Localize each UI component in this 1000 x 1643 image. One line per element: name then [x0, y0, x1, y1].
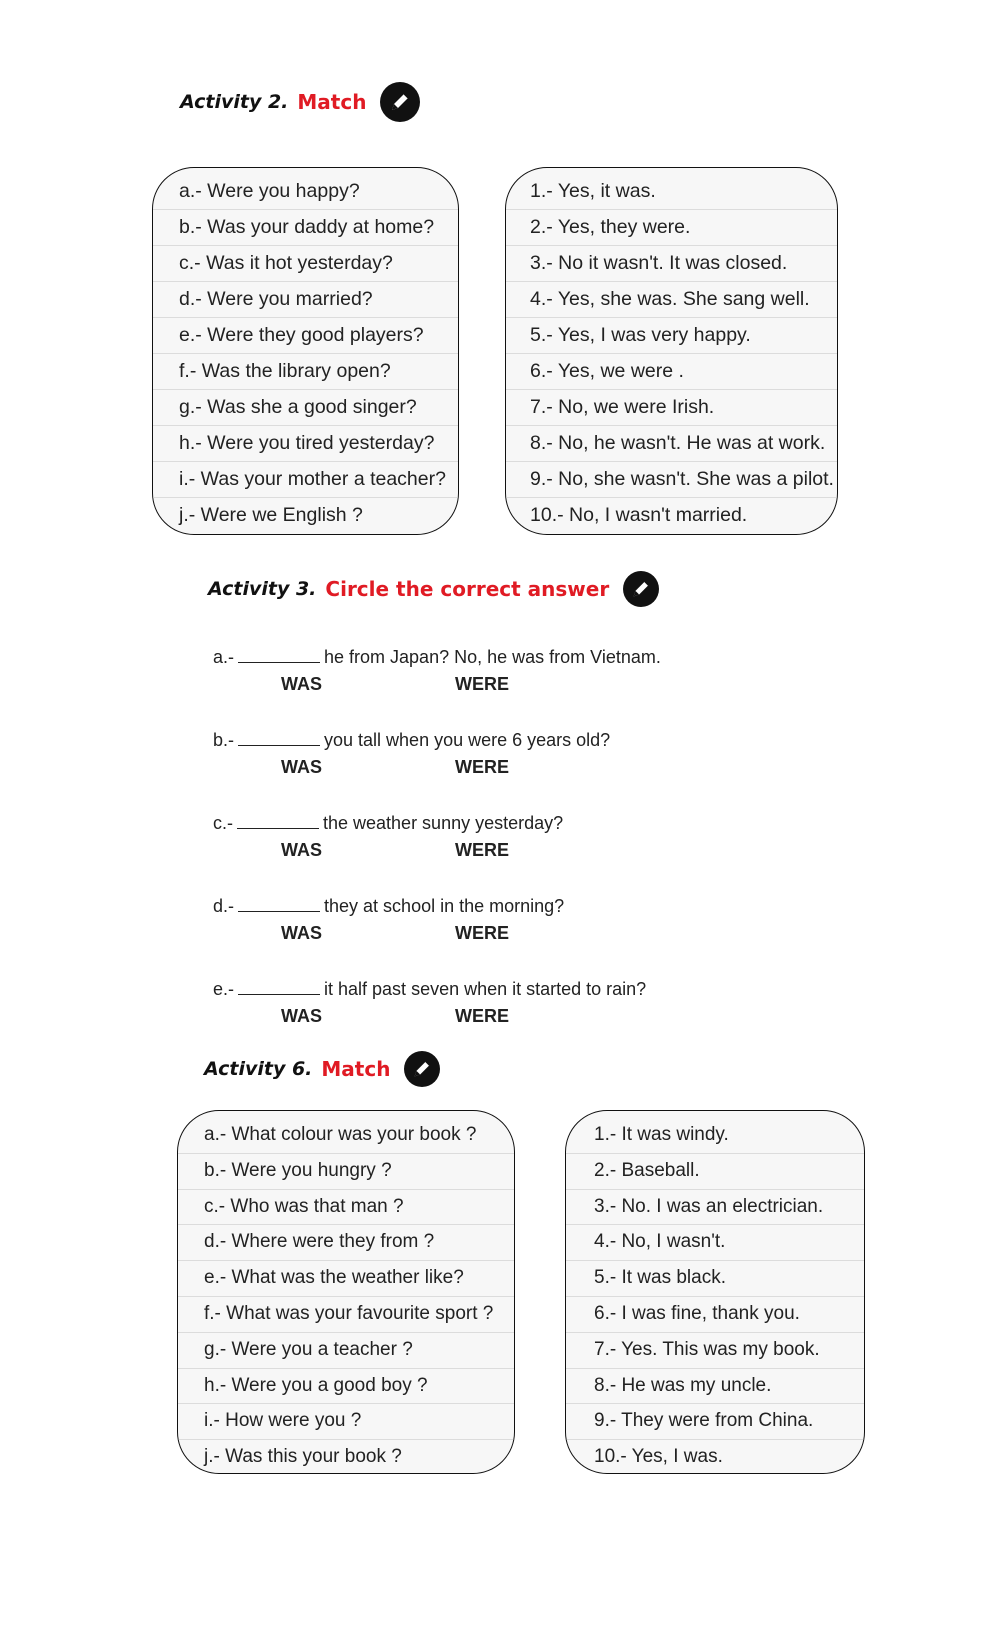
match-question-item: h.- Were you tired yesterday?: [153, 426, 458, 462]
match-question-item: f.- What was your favourite sport ?: [178, 1297, 514, 1333]
activity-6-title: Match: [321, 1057, 391, 1081]
match-answer-item: 10.- Yes, I was.: [594, 1446, 723, 1468]
match-question-item: a.- What colour was your book ?: [178, 1118, 514, 1154]
match-question-item: e.- Were they good players?: [153, 318, 458, 354]
match-question-item: c.- Was it hot yesterday?: [153, 246, 458, 282]
answer-blank[interactable]: [238, 729, 320, 746]
pencil-icon: [404, 1051, 440, 1087]
match-question-item: h.- Were you a good boy ?: [178, 1369, 514, 1405]
option-was[interactable]: WAS: [281, 674, 323, 694]
match-question-item: j.- Was this your book ?: [204, 1446, 402, 1468]
match-question-item: i.- Was your mother a teacher?: [153, 462, 458, 498]
option-were[interactable]: WERE: [455, 1006, 509, 1026]
match-answer-item: 10.- No, I wasn't married.: [530, 504, 748, 526]
match-answer-item: 7.- No, we were Irish.: [506, 390, 837, 426]
fill-in-question: [213, 646, 661, 668]
fill-in-question: [213, 895, 564, 917]
match-answer-item: 6.- I was fine, thank you.: [566, 1297, 864, 1333]
match-answer-item: 9.- No, she wasn't. She was a pilot.: [506, 462, 837, 498]
match-question-item: d.- Where were they from ?: [178, 1225, 514, 1261]
question-text: they at school in the morning?: [324, 896, 565, 916]
match-answer-item: 5.- Yes, I was very happy.: [506, 318, 837, 354]
option-were[interactable]: WERE: [455, 840, 509, 860]
activity-2-title: Match: [297, 90, 367, 114]
match-question-item: j.- Were we English ?: [179, 504, 363, 526]
answer-blank[interactable]: [238, 978, 320, 995]
match-answer-item: 8.- He was my uncle.: [566, 1369, 864, 1405]
match-answer-item: 2.- Yes, they were.: [506, 210, 837, 246]
match-question-item: a.- Were you happy?: [153, 174, 458, 210]
match-answer-item: 1.- Yes, it was.: [506, 174, 837, 210]
fill-in-question: [213, 729, 610, 751]
question-text: he from Japan? No, he was from Vietnam.: [324, 647, 661, 667]
activity-6-answers-box: [565, 1110, 865, 1474]
option-was[interactable]: WAS: [281, 1006, 323, 1026]
question-prefix: e.-: [213, 979, 235, 999]
match-answer-item: 1.- It was windy.: [566, 1118, 864, 1154]
match-question-item: i.- How were you ?: [178, 1404, 514, 1440]
match-question-item: b.- Were you hungry ?: [178, 1154, 514, 1190]
option-was[interactable]: WAS: [281, 757, 323, 777]
question-text: the weather sunny yesterday?: [323, 813, 564, 833]
match-question-item: g.- Was she a good singer?: [153, 390, 458, 426]
option-were[interactable]: WERE: [455, 757, 509, 777]
match-question-item: d.- Were you married?: [153, 282, 458, 318]
match-answer-item: 2.- Baseball.: [566, 1154, 864, 1190]
question-text: you tall when you were 6 years old?: [324, 730, 611, 750]
match-question-item: b.- Was your daddy at home?: [153, 210, 458, 246]
match-answer-item: 8.- No, he wasn't. He was at work.: [506, 426, 837, 462]
match-answer-item: 6.- Yes, we were .: [506, 354, 837, 390]
activity-6-label: Activity 6.: [204, 1058, 313, 1080]
pencil-icon: [380, 82, 420, 122]
match-answer-item: 4.- Yes, she was. She sang well.: [506, 282, 837, 318]
question-text: it half past seven when it started to rain?: [324, 979, 647, 999]
answer-blank[interactable]: [238, 895, 320, 912]
match-answer-item: 3.- No. I was an electrician.: [566, 1190, 864, 1226]
question-prefix: b.-: [213, 730, 235, 750]
answer-blank[interactable]: [238, 646, 320, 663]
match-question-item: c.- Who was that man ?: [178, 1190, 514, 1226]
fill-in-question: [213, 812, 563, 834]
option-was[interactable]: WAS: [281, 840, 323, 860]
question-prefix: d.-: [213, 896, 235, 916]
match-answer-item: 5.- It was black.: [566, 1261, 864, 1297]
activity-2-answers-box: [505, 167, 838, 535]
match-question-item: f.- Was the library open?: [153, 354, 458, 390]
fill-in-question: [213, 978, 646, 1000]
match-answer-item: 4.- No, I wasn't.: [566, 1225, 864, 1261]
activity-6-heading: [204, 1051, 440, 1087]
pencil-icon: [623, 571, 659, 607]
answer-blank[interactable]: [237, 812, 319, 829]
activity-2-questions-box: [152, 167, 459, 535]
activity-6-questions-box: [177, 1110, 515, 1474]
activity-3-label: Activity 3.: [208, 578, 317, 600]
activity-3-heading: [208, 571, 659, 607]
option-were[interactable]: WERE: [455, 923, 509, 943]
question-prefix: c.-: [213, 813, 233, 833]
match-answer-item: 9.- They were from China.: [566, 1404, 864, 1440]
question-prefix: a.-: [213, 647, 235, 667]
match-answer-item: 7.- Yes. This was my book.: [566, 1333, 864, 1369]
activity-2-label: Activity 2.: [180, 91, 289, 113]
activity-3-title: Circle the correct answer: [325, 577, 610, 601]
option-were[interactable]: WERE: [455, 674, 509, 694]
match-question-item: e.- What was the weather like?: [178, 1261, 514, 1297]
option-was[interactable]: WAS: [281, 923, 323, 943]
match-answer-item: 3.- No it wasn't. It was closed.: [506, 246, 837, 282]
activity-2-heading: [180, 82, 420, 122]
match-question-item: g.- Were you a teacher ?: [178, 1333, 514, 1369]
